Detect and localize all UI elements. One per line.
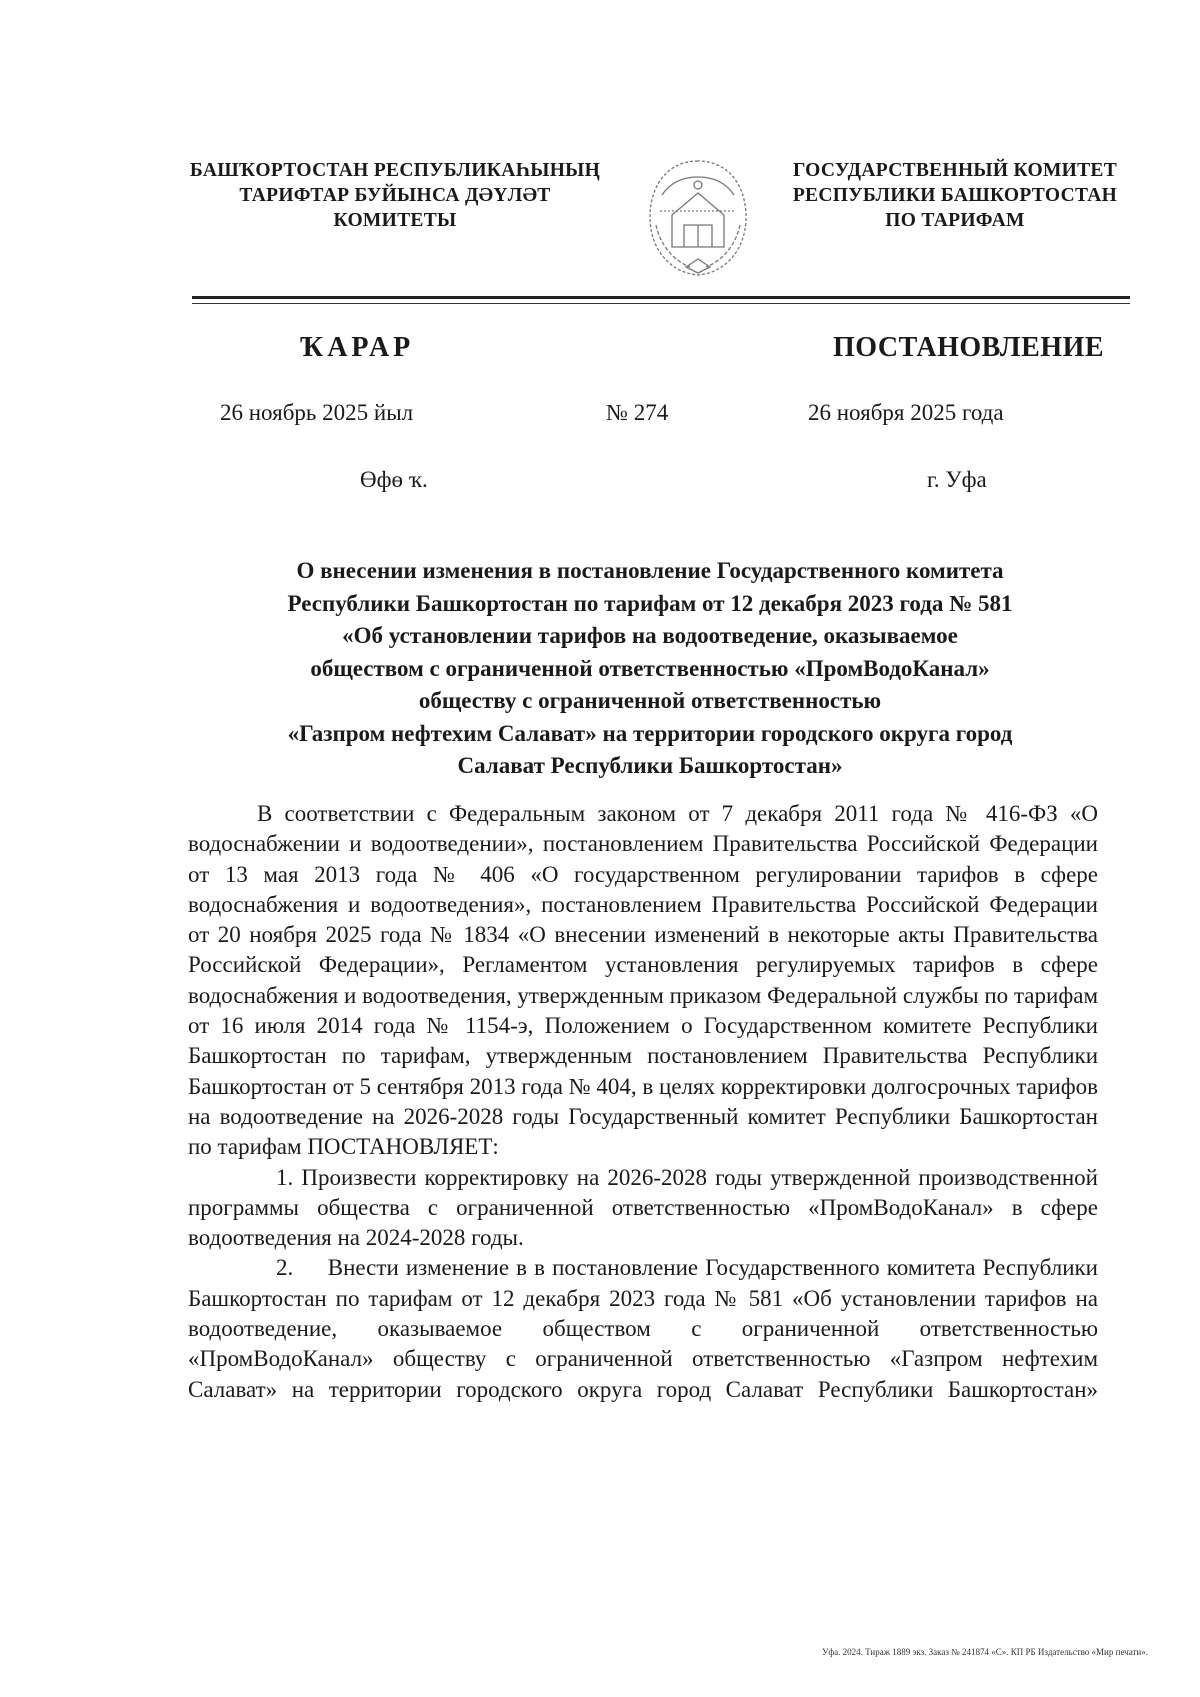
date-bashkir: 26 ноябрь 2025 йыл	[220, 400, 414, 425]
header-bashkir-line: КОМИТЕТЫ	[333, 210, 457, 231]
document-body	[188, 799, 1098, 1405]
title-line: О внесении изменения в постановление Государственного комитета	[296, 558, 1004, 583]
title-line: обществом с ограниченной ответственностью «ПромВодоКанал»	[310, 655, 990, 681]
title-line: обществу с ограниченной ответственностью	[418, 688, 882, 713]
city-bashkir: Өфө ҡ.	[360, 467, 428, 492]
title-line: «Об установлении тарифов на водоотведение, оказываемое	[342, 623, 958, 648]
document-title	[185, 555, 1115, 783]
city-russian: г. Уфа	[927, 467, 987, 492]
clause-2: 2. Внести изменение в в постановление Государственного комитета Республики Башкортостан по тарифам от 12 декабря 2023 года № 581 «Об установлении тарифов на водоотведение, оказываемое обществом с ограниченной ответственностью «ПромВодоКанал» обществу с ограниченной ответственностью «Газпром нефтехим Салават» на территории городского округа город Салават Республики Башкортостан»	[188, 1255, 1098, 1402]
title-line: «Газпром нефтехим Салават» на территории городского округа город	[287, 720, 1013, 746]
header-divider-thin	[192, 303, 1130, 304]
date-russian: 26 ноября 2025 года	[808, 400, 1004, 425]
header-bashkir-line: ТАРИФТАР БУЙЫНСА ДӘҮЛӘТ	[239, 185, 551, 206]
preamble-paragraph: В соответствии с Федеральным законом от 7 декабря 2011 года № 416-ФЗ «О водоснабжении и водоотведении», постановлением Правительства Российской Федерации от 13 мая 2013 года № 406 «О государственном регулировании тарифов в сфере водоснабжения и водоотведения», постановлением Правительства Российской Федерации от 20 ноября 2025 года № 1834 «О внесении изменений в некоторые акты Правительства Российской Федерации», Регламентом установления регулируемых тарифов в сфере водоснабжения и водоотведения, утвержденным приказом Федеральной службы по тарифам от 16 июля 2014 года № 1154-э, Положением о Государственном комитете Республики Башкортостан по тарифам, утвержденным постановлением Правительства Республики Башкортостан от 5 сентября 2013 года № 404, в целях корректировки долгосрочных тарифов на водоотведение на 2026-2028 годы Государственный комитет Республики Башкортостан по тарифам ПОСТАНОВЛЯЕТ:	[188, 801, 1098, 1160]
title-line: Республики Башкортостан по тарифам от 12 декабря 2023 года № 581	[287, 590, 1013, 616]
header-bashkir-line: БАШҠОРТОСТАН РЕСПУБЛИКАҺЫНЫҢ	[189, 160, 601, 181]
header-divider	[192, 296, 1130, 299]
title-line: Салават Республики Башкортостан»	[457, 753, 843, 778]
clause-1: 1. Произвести корректировку на 2026-2028 годы утвержденной производственной программы общества с ограниченной ответственностью «ПромВодоКанал» в сфере водоотведения на 2024-2028 годы.	[188, 1164, 1098, 1251]
header-russian-line: ПО ТАРИФАМ	[885, 210, 1025, 231]
print-imprint: Уфа. 2024. Тираж 1889 экз. Заказ № 241874 «С». КП РБ Издательство «Мир печати».	[821, 1647, 1148, 1657]
header-russian	[785, 158, 1125, 233]
header-bashkir	[175, 158, 615, 233]
coat-of-arms-icon	[640, 155, 756, 281]
header-russian-line: РЕСПУБЛИКИ БАШКОРТОСТАН	[792, 185, 1118, 206]
doc-type-russian: ПОСТАНОВЛЕНИЕ	[833, 332, 1105, 363]
doc-type-bashkir: ҠАРАР	[300, 332, 415, 363]
document-number: № 274	[606, 400, 669, 425]
header-russian-line: ГОСУДАРСТВЕННЫЙ КОМИТЕТ	[792, 160, 1118, 181]
